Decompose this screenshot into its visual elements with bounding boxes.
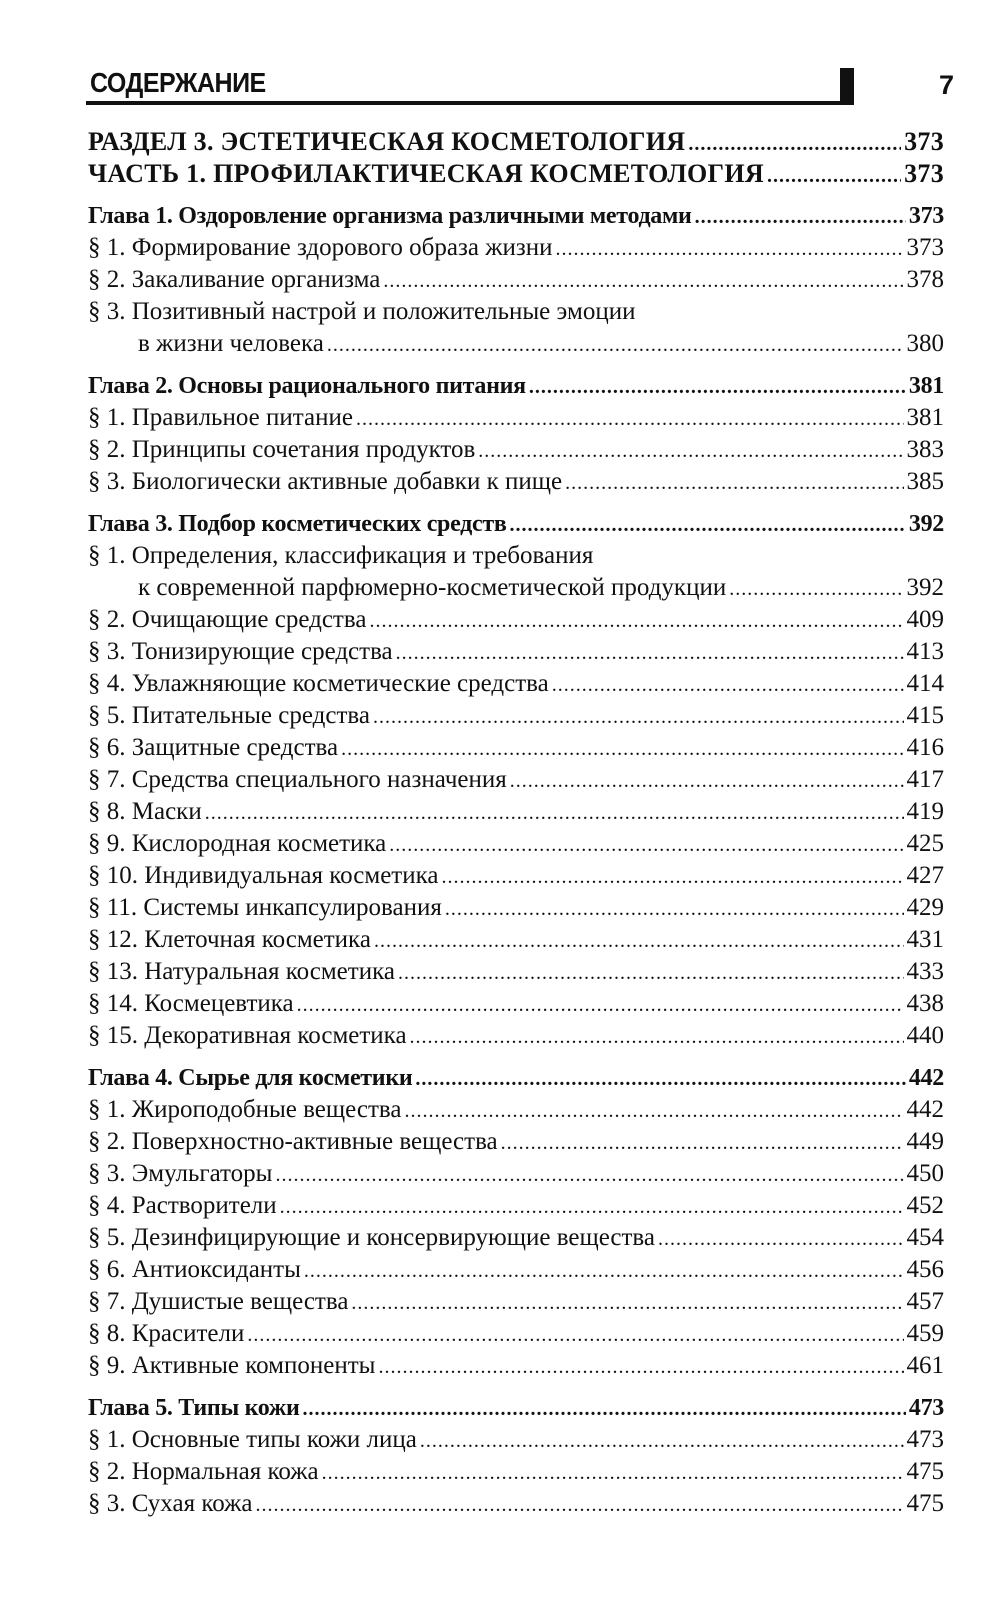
- leader-dots: [510, 765, 904, 797]
- toc-entry-page: 417: [906, 766, 944, 793]
- toc-entry-chapter: [88, 370, 944, 402]
- toc-entry-page: 414: [906, 670, 944, 697]
- toc-entry-title: § 5. Дезинфицирующие и консервирующие вещества: [88, 1224, 656, 1251]
- toc-entry-para: [88, 402, 944, 434]
- toc-entry-para: [88, 434, 944, 466]
- toc-entry-page: 438: [906, 990, 944, 1017]
- toc-entry-title: § 2. Очищающие средства: [88, 606, 367, 633]
- toc-entry-title: § 10. Индивидуальная косметика: [88, 862, 439, 889]
- toc-entry-page: 442: [908, 1065, 944, 1091]
- toc-entry-para-nodots: [88, 296, 944, 328]
- leader-dots: [529, 371, 906, 403]
- toc-entry-para: [88, 1318, 944, 1350]
- toc-entry-title: § 5. Питательные средства: [88, 702, 370, 729]
- toc-entry-page: 383: [906, 436, 944, 463]
- toc-entry-para: [88, 636, 944, 668]
- toc-entry-title: § 8. Красители: [88, 1320, 245, 1347]
- leader-dots: [410, 1021, 904, 1053]
- page-number: 7: [938, 70, 954, 100]
- toc-entry-page: 456: [906, 1256, 944, 1283]
- toc-entry-page: 392: [908, 511, 944, 537]
- toc-entry-page: 373: [904, 159, 944, 188]
- toc-entry-page: 373: [904, 127, 944, 156]
- leader-dots: [255, 1489, 903, 1521]
- header-rule: [86, 101, 854, 105]
- toc-entry-page: 457: [906, 1288, 944, 1315]
- leader-dots: [322, 1457, 904, 1489]
- table-of-contents: [88, 126, 944, 1520]
- toc-entry-page: 415: [906, 702, 944, 729]
- toc-entry-title: § 4. Растворители: [88, 1192, 277, 1219]
- toc-entry-para: [88, 924, 944, 956]
- toc-entry-para: [88, 232, 944, 264]
- toc-entry-cont: [88, 328, 944, 360]
- leader-dots: [351, 1287, 903, 1319]
- toc-entry-title: Глава 2. Основы рационального питания: [88, 373, 526, 399]
- toc-entry-page: 442: [906, 1096, 944, 1123]
- header-bar-mark: [840, 68, 854, 105]
- leader-dots: [304, 1255, 904, 1287]
- toc-entry-para: [88, 264, 944, 296]
- leader-dots: [373, 701, 904, 733]
- toc-entry-title: § 15. Декоративная косметика: [88, 1022, 407, 1049]
- leader-dots: [695, 201, 906, 233]
- toc-entry-title: Глава 3. Подбор косметических средств: [88, 511, 507, 537]
- leader-dots: [247, 1319, 903, 1351]
- toc-entry-para: [88, 796, 944, 828]
- toc-entry-title: § 1. Основные типы кожи лица: [88, 1426, 417, 1453]
- toc-entry-page: 416: [906, 734, 944, 761]
- page-header: [86, 60, 954, 108]
- toc-entry-title: § 2. Поверхностно-активные вещества: [88, 1128, 498, 1155]
- toc-entry-title: § 3. Сухая кожа: [88, 1490, 253, 1517]
- leader-dots: [445, 893, 904, 925]
- toc-entry-page: 431: [906, 926, 944, 953]
- toc-entry-chapter: [88, 200, 944, 232]
- toc-entry-title: § 4. Увлажняющие косметические средства: [88, 670, 549, 697]
- toc-entry-para: [88, 1158, 944, 1190]
- toc-entry-title: в жизни человека: [138, 330, 324, 357]
- toc-entry-section: [88, 126, 944, 158]
- toc-entry-page: 419: [906, 798, 944, 825]
- leader-dots: [404, 1095, 903, 1127]
- toc-entry-title: § 9. Кислородная косметика: [88, 830, 387, 857]
- toc-entry-title: § 6. Антиоксиданты: [88, 1256, 301, 1283]
- toc-entry-title: § 7. Средства специального назначения: [88, 766, 507, 793]
- toc-entry-page: 461: [906, 1352, 944, 1379]
- toc-entry-title: Глава 4. Сырье для косметики: [88, 1065, 413, 1091]
- leader-dots: [420, 1425, 904, 1457]
- toc-entry-title: § 3. Биологически активные добавки к пище: [88, 468, 563, 495]
- leader-dots: [441, 861, 903, 893]
- toc-entry-para-nodots: [88, 540, 944, 572]
- leader-dots: [327, 329, 904, 361]
- toc-entry-page: 473: [906, 1426, 944, 1453]
- toc-entry-title: § 12. Клеточная косметика: [88, 926, 371, 953]
- toc-entry-title: § 9. Активные компоненты: [88, 1352, 376, 1379]
- toc-entry-chapter: [88, 1392, 944, 1424]
- leader-dots: [478, 435, 903, 467]
- toc-entry-para: [88, 892, 944, 924]
- running-head-title: СОДЕРЖАНИЕ: [90, 68, 266, 99]
- toc-entry-para: [88, 828, 944, 860]
- leader-dots: [369, 605, 903, 637]
- toc-entry-page: 381: [906, 404, 944, 431]
- toc-entry-para: [88, 1094, 944, 1126]
- leader-dots: [389, 829, 903, 861]
- toc-entry-page: 373: [908, 203, 944, 229]
- leader-dots: [729, 573, 903, 605]
- leader-dots: [378, 1351, 903, 1383]
- toc-entry-page: 373: [906, 234, 944, 261]
- leader-dots: [383, 265, 903, 297]
- toc-entry-para: [88, 860, 944, 892]
- toc-entry-para: [88, 466, 944, 498]
- leader-dots: [275, 1159, 903, 1191]
- toc-entry-para: [88, 700, 944, 732]
- toc-entry-page: 475: [906, 1490, 944, 1517]
- toc-entry-title: ЧАСТЬ 1. ПРОФИЛАКТИЧЕСКАЯ КОСМЕТОЛОГИЯ: [88, 159, 764, 188]
- toc-entry-page: 429: [906, 894, 944, 921]
- toc-entry-page: 459: [906, 1320, 944, 1347]
- leader-dots: [303, 1393, 906, 1425]
- toc-entry-section: [88, 158, 944, 190]
- toc-entry-page: 475: [906, 1458, 944, 1485]
- toc-entry-title: § 1. Определения, классификация и требования: [88, 542, 594, 569]
- toc-entry-para: [88, 956, 944, 988]
- toc-entry-title: § 14. Космецевтика: [88, 990, 294, 1017]
- toc-entry-title: § 3. Тонизирующие средства: [88, 638, 393, 665]
- leader-dots: [398, 957, 904, 989]
- toc-entry-para: [88, 1020, 944, 1052]
- leader-dots: [552, 669, 904, 701]
- toc-entry-para: [88, 1456, 944, 1488]
- toc-entry-para: [88, 1286, 944, 1318]
- toc-entry-chapter: [88, 1062, 944, 1094]
- leader-dots: [658, 1223, 903, 1255]
- toc-entry-title: § 8. Маски: [88, 798, 202, 825]
- toc-entry-title: Глава 5. Типы кожи: [88, 1395, 300, 1421]
- leader-dots: [510, 509, 906, 541]
- toc-entry-para: [88, 988, 944, 1020]
- toc-entry-page: 392: [906, 574, 944, 601]
- toc-entry-para: [88, 1350, 944, 1382]
- toc-entry-para: [88, 1488, 944, 1520]
- toc-entry-title: § 13. Натуральная косметика: [88, 958, 395, 985]
- leader-dots: [501, 1127, 904, 1159]
- toc-entry-para: [88, 764, 944, 796]
- leader-dots: [280, 1191, 904, 1223]
- toc-entry-page: 454: [906, 1224, 944, 1251]
- leader-dots: [374, 925, 904, 957]
- toc-entry-title: § 2. Принципы сочетания продуктов: [88, 436, 476, 463]
- toc-entry-para: [88, 668, 944, 700]
- toc-entry-page: 409: [906, 606, 944, 633]
- toc-entry-title: § 3. Позитивный настрой и положительные эмоции: [88, 298, 636, 325]
- toc-entry-page: 380: [906, 330, 944, 357]
- leader-dots: [555, 233, 903, 265]
- toc-entry-page: 427: [906, 862, 944, 889]
- toc-entry-title: § 3. Эмульгаторы: [88, 1160, 273, 1187]
- leader-dots: [205, 797, 904, 829]
- toc-entry-title: § 2. Нормальная кожа: [88, 1458, 319, 1485]
- toc-entry-page: 449: [906, 1128, 944, 1155]
- toc-entry-para: [88, 604, 944, 636]
- toc-entry-para: [88, 1190, 944, 1222]
- toc-entry-title: § 7. Душистые вещества: [88, 1288, 349, 1315]
- toc-entry-page: 378: [906, 266, 944, 293]
- toc-entry-para: [88, 732, 944, 764]
- toc-entry-title: РАЗДЕЛ 3. ЭСТЕТИЧЕСКАЯ КОСМЕТОЛОГИЯ: [88, 127, 686, 156]
- toc-entry-para: [88, 1222, 944, 1254]
- toc-entry-chapter: [88, 508, 944, 540]
- leader-dots: [341, 733, 903, 765]
- toc-entry-page: 385: [906, 468, 944, 495]
- toc-entry-title: § 6. Защитные средства: [88, 734, 339, 761]
- toc-entry-page: 450: [906, 1160, 944, 1187]
- leader-dots: [297, 989, 904, 1021]
- toc-entry-title: § 11. Системы инкапсулирования: [88, 894, 442, 921]
- toc-entry-page: 452: [906, 1192, 944, 1219]
- toc-entry-para: [88, 1126, 944, 1158]
- leader-dots: [415, 1063, 906, 1095]
- toc-entry-title: § 1. Жироподобные вещества: [88, 1096, 402, 1123]
- toc-entry-para: [88, 1424, 944, 1456]
- toc-entry-title: § 1. Правильное питание: [88, 404, 353, 431]
- toc-entry-page: 473: [908, 1395, 944, 1421]
- toc-entry-page: 425: [906, 830, 944, 857]
- toc-entry-title: к современной парфюмерно-косметической продукции: [138, 574, 727, 601]
- toc-entry-page: 413: [906, 638, 944, 665]
- toc-entry-page: 381: [908, 373, 944, 399]
- toc-entry-page: 433: [906, 958, 944, 985]
- toc-entry-page: 440: [906, 1022, 944, 1049]
- toc-entry-para: [88, 1254, 944, 1286]
- toc-entry-title: § 2. Закаливание организма: [88, 266, 381, 293]
- leader-dots: [688, 128, 901, 160]
- leader-dots: [565, 467, 903, 499]
- toc-entry-title: § 1. Формирование здорового образа жизни: [88, 234, 553, 261]
- toc-entry-cont: [88, 572, 944, 604]
- leader-dots: [356, 403, 904, 435]
- leader-dots: [396, 637, 904, 669]
- leader-dots: [767, 160, 901, 192]
- toc-entry-title: Глава 1. Оздоровление организма различными методами: [88, 203, 692, 229]
